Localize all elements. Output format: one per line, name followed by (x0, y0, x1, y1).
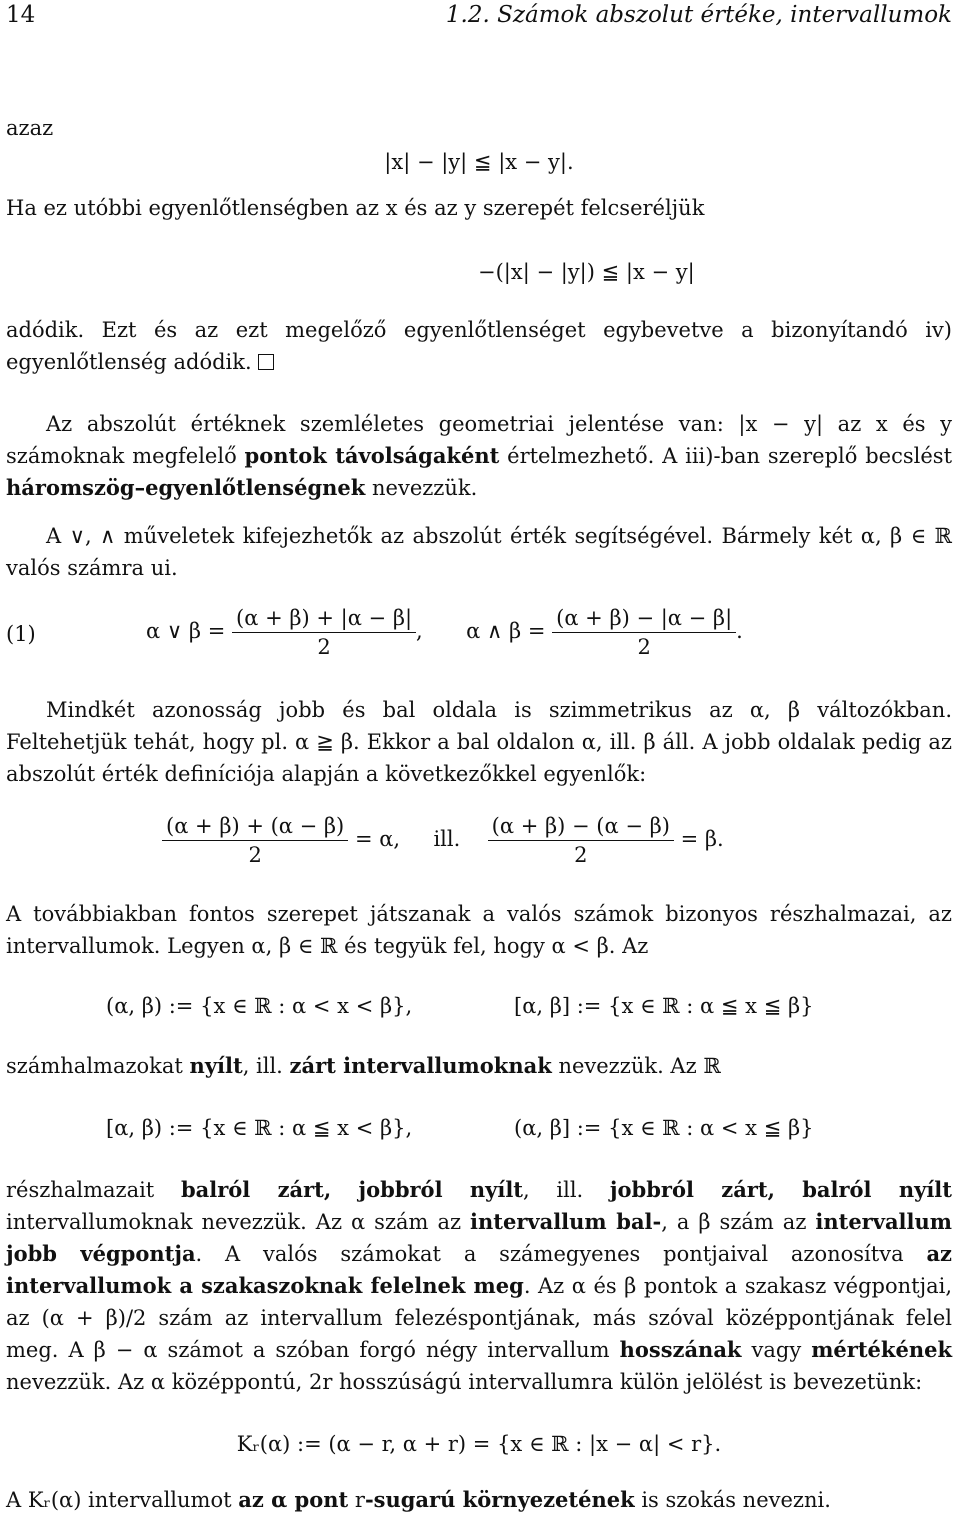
open-interval-def: (α, β) := {x ∈ ℝ : α < x < β}, (106, 994, 413, 1018)
term-distance: pontok távolságaként (244, 443, 500, 468)
equals-alpha: = α, (354, 827, 401, 851)
term-alpha-point: az α pont (238, 1487, 349, 1512)
period: . (736, 619, 743, 643)
term-length: hosszának (619, 1337, 742, 1362)
eq-lhs-and: α ∧ β = (466, 619, 546, 643)
page-number: 14 (6, 2, 36, 28)
text-run: értelmezhető. A iii)-ban szereplő becslést (499, 444, 953, 468)
equation-neighborhood: Kᵣ(α) := (α − r, α + r) = {x ∈ ℝ : |x − α| < r}. (236, 1432, 722, 1456)
equals-beta: = β. (680, 827, 724, 851)
text-run: intervallumoknak nevezzük. Az α szám az (6, 1210, 471, 1234)
qed-box-icon (258, 354, 274, 370)
closed-interval-def: [α, β] := {x ∈ ℝ : α ≦ x ≦ β} (514, 994, 814, 1018)
text-run: vagy (741, 1338, 812, 1362)
text-run: nevezzük. (365, 476, 478, 500)
numerator: (α + β) + (α − β) (162, 812, 348, 841)
denominator: 2 (248, 843, 262, 867)
paragraph-operations: A ∨, ∧ műveletek kifejezhetők az abszolút érték segítségével. Bármely két α, β ∈ ℝ valós számra ui. (6, 524, 952, 580)
text-run: számhalmazokat (6, 1054, 190, 1078)
denominator: 2 (317, 635, 331, 659)
numerator: (α + β) − |α − β| (552, 604, 736, 633)
paragraph-half-open-names (6, 1174, 952, 1398)
term-closed-intervals: zárt intervallumoknak (289, 1053, 552, 1078)
fraction-or (232, 604, 416, 661)
text-run: . A valós számokat a számegyenes pontjaival azonosítva (195, 1242, 927, 1266)
term-open: nyílt (189, 1053, 243, 1078)
paragraph-azaz: azaz (6, 116, 54, 140)
term-right-endpoint: intervallum jobb végpontja (6, 1209, 952, 1266)
paragraph-intervals-intro: A továbbiakban fontos szerepet játszanak a valós számok bizonyos részhalmazai, az intervallumok. Legyen α, β ∈ ℝ és tegyük fel, hogy α < β. Az (6, 902, 952, 958)
term-segments: az intervallumok a szakaszoknak felelnek meg (6, 1241, 952, 1298)
page-header (6, 0, 952, 34)
term-triangle-inequality: háromszög–egyenlőtlenségnek (6, 475, 366, 500)
text-run: , ill. (523, 1178, 610, 1202)
term-left-endpoint: intervallum bal- (470, 1209, 662, 1234)
numerator: (α + β) − (α − β) (488, 812, 674, 841)
eq-lhs-or: α ∨ β = (146, 619, 226, 643)
denominator: 2 (574, 843, 588, 867)
left-closed-interval-def: [α, β) := {x ∈ ℝ : α ≦ x < β}, (106, 1116, 413, 1140)
text-run: , ill. (242, 1054, 290, 1078)
conclusion-text: adódik. Ezt és az ezt megelőző egyenlőtlenséget egybevetve a bizonyítandó iv) egyenlőtlenség adódik. (6, 318, 952, 374)
text-run: részhalmazait (6, 1178, 181, 1202)
term-neighborhood: -sugarú környezetének (364, 1487, 635, 1512)
fraction-sum (162, 812, 348, 869)
paragraph-neighborhood-name (6, 1484, 952, 1516)
text-run: Az abszolút értéknek szemléletes geometriai jelentése van: |x − y| az x és y számoknak megfelelő (6, 412, 952, 468)
equation-label: (1) (6, 622, 36, 646)
denominator: 2 (637, 635, 651, 659)
text-run: r (348, 1488, 365, 1512)
equation-triangle-1: |x| − |y| ≦ |x − y|. (384, 150, 574, 174)
text-run: , a β szám az (661, 1210, 816, 1234)
separator: , (416, 619, 423, 643)
fraction-and (552, 604, 736, 661)
text-run: . Az α és β pontok a szakasz végpontjai, az (α + β)/2 szám az intervallum felezéspontjának, más szóval középpontjának felel meg. A β − α számot a szóban forgó négy intervallum (6, 1274, 952, 1362)
term-measure: mértékének (811, 1337, 952, 1362)
paragraph-swap: Ha ez utóbbi egyenlőtlenségben az x és az y szerepét felcseréljük (6, 196, 705, 220)
fraction-diff (488, 812, 674, 869)
text-run: A Kᵣ(α) intervallumot (6, 1488, 239, 1512)
text-run: nevezzük. Az ℝ (551, 1054, 721, 1078)
equation-triangle-2: −(|x| − |y|) ≦ |x − y| (478, 260, 695, 284)
ill-text: ill. (433, 827, 461, 851)
right-closed-interval-def: (α, β] := {x ∈ ℝ : α < x ≦ β} (514, 1116, 814, 1140)
numerator: (α + β) + |α − β| (232, 604, 416, 633)
paragraph-symmetry: Mindkét azonosság jobb és bal oldala is szimmetrikus az α, β változókban. Feltehetjük tehát, hogy pl. α ≧ β. Ekkor a bal oldalon α, ill. β áll. A jobb oldalak pedig az abszolút érték definíciója alapján a következőkkel egyenlők: (6, 698, 952, 786)
running-section-title: 1.2. Számok abszolut értéke, intervallumok (445, 2, 952, 28)
text-run: is szokás nevezni. (634, 1488, 831, 1512)
paragraph-conclusion (6, 314, 952, 378)
text-run: nevezzük. Az α középpontú, 2r hosszúságú intervallumra külön jelölést is bevezetünk: (6, 1370, 923, 1394)
term-left-closed: balról zárt, jobbról nyílt (180, 1177, 524, 1202)
paragraph-geometric-meaning (6, 408, 952, 504)
term-right-closed: jobbról zárt, balról nyílt (609, 1177, 952, 1202)
paragraph-open-closed-names (6, 1050, 952, 1082)
